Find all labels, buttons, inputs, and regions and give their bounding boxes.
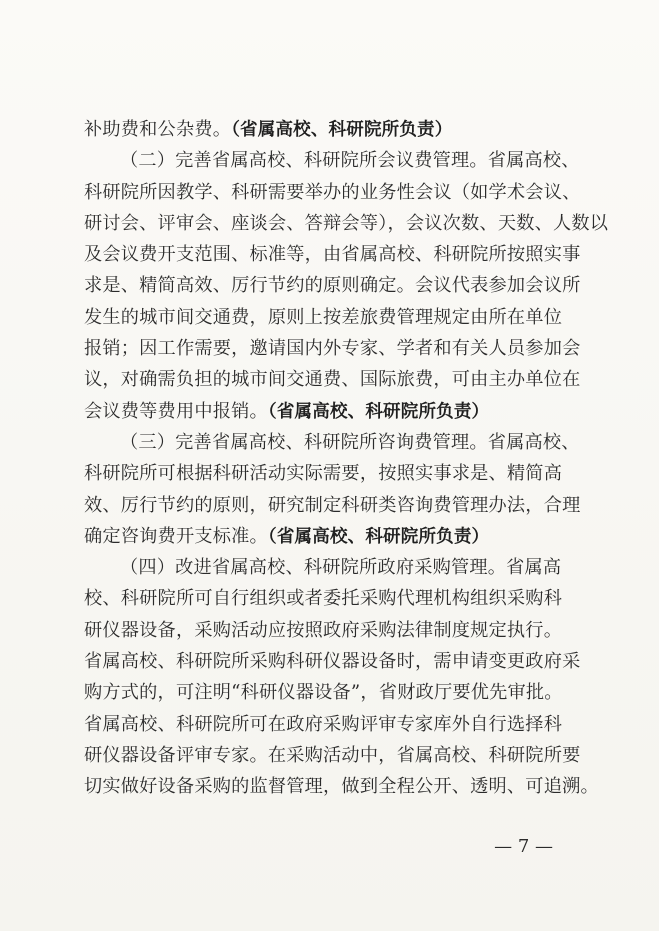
- line-text: 议，对确需负担的城市间交通费、国际旅费，可由主办单位在: [84, 369, 581, 391]
- line-text: 及会议费开支范围、标准等，由省属高校、科研院所按照实事: [84, 244, 581, 266]
- text-line: [84, 771, 599, 802]
- responsibility-note: （省属高校、科研院所负责）: [267, 526, 490, 547]
- line-text: 研仪器设备，采购活动应按照政府采购法律制度规定执行。: [84, 619, 563, 641]
- text-line: [84, 709, 570, 740]
- line-text: 补助费和公杂费。: [84, 119, 232, 140]
- text-line: [84, 208, 609, 239]
- paragraph-start-line: [84, 145, 580, 176]
- line-text: 研仪器设备评审专家。在采购活动中，省属高校、科研院所要: [84, 744, 581, 766]
- line-text: （二）完善省属高校、科研院所会议费管理。省属高校、: [120, 150, 580, 172]
- line-text: 效、厉行节约的原则，研究制定科研类咨询费管理办法，合理: [84, 494, 581, 516]
- line-text: 省属高校、科研院所可在政府采购评审专家库外自行选择科: [84, 713, 563, 735]
- page-number: — 7 —: [494, 836, 553, 857]
- line-text: 切实做好设备采购的监督管理，做到全程公开、透明、可追溯。: [84, 776, 599, 798]
- text-line: [84, 521, 570, 552]
- line-text: （三）完善省属高校、科研院所咨询费管理。省属高校、: [120, 431, 580, 453]
- paragraph-start-line: [84, 427, 580, 458]
- text-line: [84, 333, 581, 364]
- line-text: 省属高校、科研院所采购科研仪器设备时，需申请变更政府采: [84, 651, 581, 673]
- text-line: [84, 239, 581, 270]
- text-line: [84, 396, 570, 427]
- text-line: [84, 490, 581, 521]
- text-line: [84, 458, 570, 489]
- text-line: [84, 615, 570, 646]
- text-line: [84, 302, 570, 333]
- line-text: 报销；因工作需要，邀请国内外专家、学者和有关人员参加会: [84, 338, 581, 360]
- line-text: 科研院所可根据科研活动实际需要，按照实事求是、精简高: [84, 463, 563, 485]
- text-line: [84, 114, 570, 145]
- responsibility-note: （省属高校、科研院所负责）: [231, 120, 453, 140]
- line-text: 校、科研院所可自行组织或者委托采购代理机构组织采购科: [84, 588, 563, 610]
- responsibility-note: （省属高校、科研院所负责）: [267, 401, 490, 422]
- line-text: 会议费等费用中报销。: [84, 400, 268, 422]
- line-text: （四）改进省属高校、科研院所政府采购管理。省属高: [120, 557, 562, 579]
- text-line: [84, 740, 581, 771]
- text-line: [84, 364, 581, 395]
- paragraph-start-line: [84, 552, 570, 583]
- text-line: [84, 177, 581, 208]
- line-text: 求是、精简高效、厉行节约的原则确定。会议代表参加会议所: [84, 275, 581, 297]
- text-line: [84, 270, 581, 301]
- line-text: 科研院所因教学、科研需要举办的业务性会议（如学术会议、: [84, 181, 581, 203]
- line-text: 确定咨询费开支标准。: [84, 525, 268, 547]
- line-text: 发生的城市间交通费，原则上按差旅费管理规定由所在单位: [84, 306, 563, 328]
- line-text: 研讨会、评审会、座谈会、答辩会等），会议次数、天数、人数以: [84, 212, 609, 234]
- text-line: [84, 583, 570, 614]
- text-line: [84, 677, 570, 708]
- line-text: 购方式的，可注明“科研仪器设备”，省财政厅要优先审批。: [84, 682, 563, 704]
- text-line: [84, 646, 581, 677]
- document-body: [84, 114, 609, 803]
